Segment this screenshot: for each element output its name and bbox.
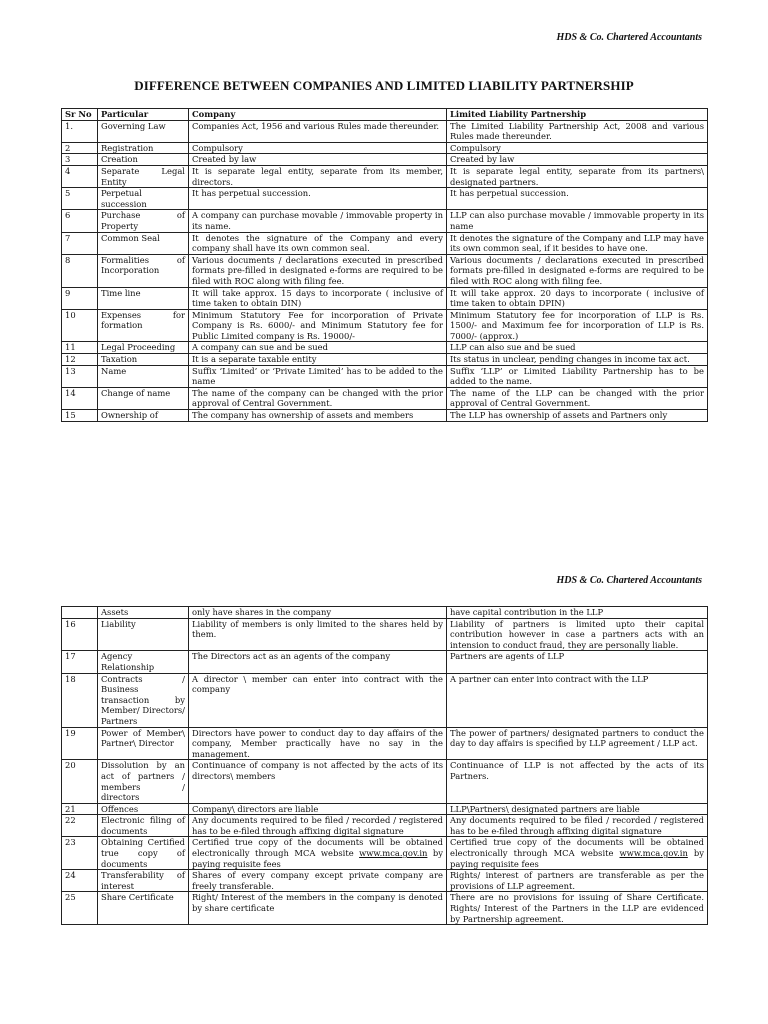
cell-llp: It denotes the signature of the Company and LLP may have its own common seal, if it besides to have one.: [447, 232, 708, 254]
cell-llp: Certified true copy of the documents will be obtained electronically through MCA website www.mca.gov.in by paying requisite fees: [447, 837, 708, 870]
cell-company: Any documents required to be filed / recorded / registered has to be e-filed through affixing digital signature: [189, 815, 447, 837]
cell-company: Right/ Interest of the members in the company is denoted by share certificate: [189, 892, 447, 925]
cell-sr-no: 8: [62, 254, 98, 287]
cell-sr-no: 19: [62, 727, 98, 760]
cell-llp: Suffix ‘LLP’ or Limited Liability Partnership has to be added to the name.: [447, 365, 708, 387]
table-row: [62, 165, 708, 187]
table-row: [62, 760, 708, 803]
cell-company: It denotes the signature of the Company and every company shall have its own common seal.: [189, 232, 447, 254]
cell-company: Continuance of company is not affected by the acts of its directors\ members: [189, 760, 447, 803]
cell-company: It is a separate taxable entity: [189, 354, 447, 366]
cell-particular: Dissolution by an act of partners / members / directors: [98, 760, 189, 803]
cell-sr-no: 25: [62, 892, 98, 925]
cell-llp: Continuance of LLP is not affected by the acts of its Partners.: [447, 760, 708, 803]
mca-website-link[interactable]: www.mca.gov.in: [359, 848, 428, 859]
cell-company: It will take approx. 15 days to incorporate ( inclusive of time taken to obtain DIN): [189, 287, 447, 309]
cell-company: Compulsory: [189, 142, 447, 154]
table-row: [62, 287, 708, 309]
cell-particular: Formalities of Incorporation: [98, 254, 189, 287]
cell-sr-no: 10: [62, 309, 98, 342]
cell-sr-no: 13: [62, 365, 98, 387]
cell-particular: Contracts / Business transaction by Member/ Directors/ Partners: [98, 673, 189, 727]
cell-sr-no: 7: [62, 232, 98, 254]
firm-header: HDS & Co. Chartered Accountants: [556, 32, 702, 43]
table-row: [62, 803, 708, 815]
cell-sr-no: 9: [62, 287, 98, 309]
cell-company: A director \ member can enter into contract with the company: [189, 673, 447, 727]
cell-company: Minimum Statutory Fee for incorporation of Private Company is Rs. 6000/- and Minimum Statutory fee for Public Limited company is Rs. 19000/-: [189, 309, 447, 342]
cell-particular: Perpetual succession: [98, 188, 189, 210]
cell-sr-no: 6: [62, 210, 98, 232]
cell-particular: Share Certificate: [98, 892, 189, 925]
cell-particular: Creation: [98, 154, 189, 166]
cell-particular: Name: [98, 365, 189, 387]
table-row: [62, 309, 708, 342]
cell-particular: Obtaining Certified true copy of documents: [98, 837, 189, 870]
cell-particular: Transferability of interest: [98, 870, 189, 892]
cell-company: The Directors act as an agents of the company: [189, 651, 447, 673]
table-body-page2: [62, 607, 708, 925]
table-row: [62, 892, 708, 925]
table-row: [62, 870, 708, 892]
cell-company: A company can purchase movable / immovable property in its name.: [189, 210, 447, 232]
table-row: [62, 618, 708, 651]
cell-llp: LLP\Partners\ designated partners are liable: [447, 803, 708, 815]
column-header-company: Company: [189, 109, 447, 121]
cell-particular: Power of Member\ Partner\ Director: [98, 727, 189, 760]
table-row: [62, 188, 708, 210]
table-row: [62, 142, 708, 154]
cell-particular: Common Seal: [98, 232, 189, 254]
cell-company: The company has ownership of assets and members: [189, 410, 447, 422]
cell-particular: Assets: [98, 607, 189, 619]
cell-particular: Taxation: [98, 354, 189, 366]
cell-llp: The power of partners/ designated partners to conduct the day to day affairs is specified by LLP agreement / LLP act.: [447, 727, 708, 760]
table-row: [62, 365, 708, 387]
cell-company: Various documents / declarations executed in prescribed formats pre-filled in designated e-forms are required to be filed with ROC along with filing fee.: [189, 254, 447, 287]
cell-sr-no: 20: [62, 760, 98, 803]
cell-sr-no: 16: [62, 618, 98, 651]
cell-company: A company can sue and be sued: [189, 342, 447, 354]
cell-particular: Separate Legal Entity: [98, 165, 189, 187]
cell-llp: The Limited Liability Partnership Act, 2008 and various Rules made thereunder.: [447, 120, 708, 142]
cell-sr-no: [62, 607, 98, 619]
cell-llp: Created by law: [447, 154, 708, 166]
cell-particular: Registration: [98, 142, 189, 154]
table-row: [62, 120, 708, 142]
table-row: [62, 210, 708, 232]
table-row: [62, 254, 708, 287]
cell-llp: Minimum Statutory fee for incorporation of LLP is Rs. 1500/- and Maximum fee for incorporation of LLP is Rs. 7000/- (approx.): [447, 309, 708, 342]
cell-sr-no: 5: [62, 188, 98, 210]
cell-particular: Legal Proceeding: [98, 342, 189, 354]
cell-sr-no: 14: [62, 387, 98, 409]
cell-llp: It is separate legal entity, separate from its partners\ designated partners.: [447, 165, 708, 187]
cell-llp: LLP can also sue and be sued: [447, 342, 708, 354]
table-row: [62, 607, 708, 619]
table-row: [62, 387, 708, 409]
table-row: [62, 815, 708, 837]
cell-llp: Any documents required to be filed / recorded / registered has to be e-filed through affixing digital signature: [447, 815, 708, 837]
cell-particular: Offences: [98, 803, 189, 815]
cell-particular: Governing Law: [98, 120, 189, 142]
cell-llp: The LLP has ownership of assets and Partners only: [447, 410, 708, 422]
cell-sr-no: 21: [62, 803, 98, 815]
cell-particular: Ownership of: [98, 410, 189, 422]
cell-particular: Electronic filing of documents: [98, 815, 189, 837]
comparison-table-page1: [61, 108, 708, 422]
cell-llp: Compulsory: [447, 142, 708, 154]
table-row: [62, 651, 708, 673]
cell-company: Created by law: [189, 154, 447, 166]
cell-company: Company\ directors are liable: [189, 803, 447, 815]
cell-company: Suffix ‘Limited’ or ‘Private Limited’ has to be added to the name: [189, 365, 447, 387]
column-header-sr-no: Sr No: [62, 109, 98, 121]
cell-llp: There are no provisions for issuing of Share Certificate. Rights/ Interest of the Partners in the LLP are evidenced by Partnership agreement.: [447, 892, 708, 925]
mca-website-link[interactable]: www.mca.gov.in: [619, 848, 688, 859]
cell-particular: Liability: [98, 618, 189, 651]
table-header-row: [62, 109, 708, 121]
cell-particular: Purchase of Property: [98, 210, 189, 232]
cell-llp: Partners are agents of LLP: [447, 651, 708, 673]
cell-sr-no: 22: [62, 815, 98, 837]
cell-company: Companies Act, 1956 and various Rules made thereunder.: [189, 120, 447, 142]
document-title: DIFFERENCE BETWEEN COMPANIES AND LIMITED LIABILITY PARTNERSHIP: [134, 78, 634, 93]
cell-sr-no: 24: [62, 870, 98, 892]
cell-company: Liability of members is only limited to the shares held by them.: [189, 618, 447, 651]
cell-company: Directors have power to conduct day to day affairs of the company, Member practically have no say in the management.: [189, 727, 447, 760]
table-row: [62, 342, 708, 354]
cell-sr-no: 1.: [62, 120, 98, 142]
comparison-table-page2: [61, 606, 708, 925]
table-row: [62, 673, 708, 727]
table-row: [62, 410, 708, 422]
cell-sr-no: 3: [62, 154, 98, 166]
cell-company: Shares of every company except private company are freely transferable.: [189, 870, 447, 892]
cell-llp: It will take approx. 20 days to incorporate ( inclusive of time taken to obtain DPIN): [447, 287, 708, 309]
cell-llp: Liability of partners is limited upto their capital contribution however in case a partners acts with an intension to conduct fraud, they are personally liable.: [447, 618, 708, 651]
cell-sr-no: 4: [62, 165, 98, 187]
column-header-llp: Limited Liability Partnership: [447, 109, 708, 121]
cell-company: The name of the company can be changed with the prior approval of Central Government.: [189, 387, 447, 409]
cell-sr-no: 23: [62, 837, 98, 870]
cell-particular: Change of name: [98, 387, 189, 409]
cell-llp: A partner can enter into contract with the LLP: [447, 673, 708, 727]
cell-sr-no: 2: [62, 142, 98, 154]
cell-company: It has perpetual succession.: [189, 188, 447, 210]
table-row: [62, 354, 708, 366]
cell-company: Certified true copy of the documents will be obtained electronically through MCA website www.mca.gov.in by paying requisite fees: [189, 837, 447, 870]
cell-llp: Rights/ interest of partners are transferable as per the provisions of LLP agreement.: [447, 870, 708, 892]
cell-particular: Time line: [98, 287, 189, 309]
cell-llp: LLP can also purchase movable / immovable property in its name: [447, 210, 708, 232]
cell-company: only have shares in the company: [189, 607, 447, 619]
cell-llp: have capital contribution in the LLP: [447, 607, 708, 619]
table-body-page1: [62, 120, 708, 421]
cell-sr-no: 15: [62, 410, 98, 422]
cell-particular: Expenses for formation: [98, 309, 189, 342]
cell-company: It is separate legal entity, separate from its member, directors.: [189, 165, 447, 187]
cell-particular: Agency Relationship: [98, 651, 189, 673]
cell-sr-no: 18: [62, 673, 98, 727]
cell-llp: Its status in unclear, pending changes in income tax act.: [447, 354, 708, 366]
cell-sr-no: 17: [62, 651, 98, 673]
cell-llp: It has perpetual succession.: [447, 188, 708, 210]
firm-header-page2: HDS & Co. Chartered Accountants: [556, 575, 702, 586]
table-row: [62, 154, 708, 166]
table-row: [62, 837, 708, 870]
cell-sr-no: 11: [62, 342, 98, 354]
table-row: [62, 232, 708, 254]
table-row: [62, 727, 708, 760]
cell-llp: The name of the LLP can be changed with the prior approval of Central Government.: [447, 387, 708, 409]
cell-sr-no: 12: [62, 354, 98, 366]
cell-llp: Various documents / declarations executed in prescribed formats pre-filled in designated e-forms are required to be filed with ROC along with filing fee.: [447, 254, 708, 287]
column-header-particular: Particular: [98, 109, 189, 121]
